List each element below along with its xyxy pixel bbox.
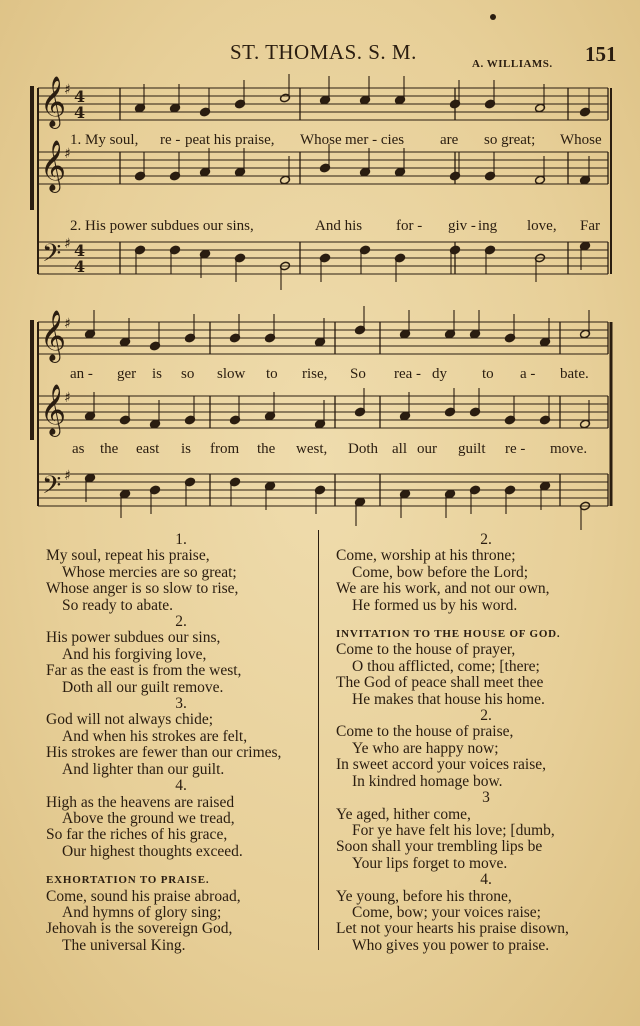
lyric-syllable: ger (117, 366, 137, 382)
verse-line: The God of peace shall meet thee (336, 674, 544, 692)
page-number: 151 (585, 42, 617, 66)
verse-line: And his forgiving love, (62, 645, 207, 663)
lyric-syllable: Whose (560, 132, 602, 148)
lyric-syllable: so great; (484, 132, 536, 148)
verse-line: Far as the east is from the west, (46, 662, 242, 680)
verse-line: Jehovah is the sovereign God, (46, 920, 233, 938)
verse-line: Come, sound his praise abroad, (46, 887, 241, 905)
lyric-syllable: to (482, 366, 494, 382)
verse-line: Come, bow before the Lord; (352, 563, 529, 581)
lyric-syllable: an - (70, 366, 93, 382)
verse-line: Ye aged, hither come, (336, 805, 471, 823)
verse-line: Come, worship at his throne; (336, 547, 516, 565)
verse-line: The universal King. (62, 936, 186, 954)
column-divider (318, 530, 319, 950)
verse-number: 4. (480, 871, 492, 889)
lyric-syllable: are (440, 132, 459, 148)
lyric-syllable: dy (432, 366, 447, 382)
lyric-syllable: the (100, 441, 119, 457)
hymn-title: ST. THOMAS. S. M. (230, 40, 417, 64)
verse-line: And lighter than our guilt. (62, 760, 225, 778)
spacer (46, 860, 316, 870)
lyric-syllable: 1. My soul, (70, 132, 139, 148)
right-text-column (336, 532, 636, 954)
verse-line: And when his strokes are felt, (62, 727, 248, 745)
sharp-sign: ♯ (64, 236, 71, 252)
bass-clef: 𝄢 (42, 471, 62, 506)
lyric-syllable: love, (527, 218, 557, 234)
verse-line: Your lips forget to move. (352, 854, 508, 872)
lyric-syllable: for - (396, 218, 423, 234)
verse-line: Our highest thoughts exceed. (62, 842, 243, 860)
verse-number: 2. (175, 613, 187, 631)
lyric-syllable: re - (505, 441, 526, 457)
bass-clef: 𝄢 (42, 239, 62, 274)
lyric-syllable: Whose (300, 132, 342, 148)
lyric-syllable: And his (315, 218, 363, 234)
lyric-syllable: bate. (560, 366, 589, 382)
verse-line: Whose mercies are so great; (62, 563, 237, 581)
lyric-syllable: rise, (302, 366, 328, 382)
verse-line: High as the heavens are raised (46, 793, 235, 811)
lyric-syllable: guilt (458, 441, 486, 457)
lyric-syllable: Far (580, 218, 600, 234)
verse-number: 3 (482, 789, 490, 807)
verse-line: He makes that house his home. (352, 690, 545, 708)
lyric-syllable: rea - (394, 366, 422, 382)
verse-line: And hymns of glory sing; (62, 903, 222, 921)
treble-clef: 𝄞 (40, 140, 67, 191)
lyric-syllable: So (350, 366, 366, 382)
verse-line: Ye who are happy now; (352, 739, 499, 757)
composer-name: A. WILLIAMS. (472, 58, 553, 70)
section-heading: EXHORTATION TO PRAISE. (46, 874, 210, 887)
treble-clef: 𝄞 (40, 76, 67, 127)
verse-line: He formed us by his word. (352, 596, 518, 614)
verse-line: Come, bow; your voices raise; (352, 903, 541, 921)
lyric-syllable: mer - cies (345, 132, 405, 148)
verse-line: Who gives you power to praise. (352, 936, 550, 954)
verse-line: Soon shall your trembling lips be (336, 838, 543, 856)
lyric-syllable: ing (478, 218, 498, 234)
verse-line: So far the riches of his grace, (46, 826, 228, 844)
verse-line: For ye have felt his love; [dumb, (352, 821, 555, 839)
verse-line: In kindred homage bow. (352, 772, 503, 790)
verse-line: So ready to abate. (62, 596, 174, 614)
verse-line: Come to the house of prayer, (336, 641, 516, 659)
lyric-syllable: east (136, 441, 160, 457)
verse-line: In sweet accord your voices raise, (336, 756, 547, 774)
time-signature-bottom: 4 (74, 103, 86, 122)
lyric-syllable: so (181, 366, 195, 382)
verse-line: Doth all our guilt remove. (62, 678, 224, 696)
lyric-syllable: our (417, 441, 437, 457)
verse-line: Come to the house of praise, (336, 723, 514, 741)
treble-clef: 𝄞 (40, 384, 67, 435)
lyric-syllable: giv - (448, 218, 476, 234)
verse-line: We are his work, and not our own, (336, 580, 550, 598)
time-signature-top: 4 (74, 241, 86, 260)
verse-line: Above the ground we tread, (62, 809, 235, 827)
verse-line: My soul, repeat his praise, (46, 547, 210, 565)
verse-line: His strokes are fewer than our crimes, (46, 744, 282, 762)
lyric-syllable: move. (550, 441, 588, 457)
verse-number: 3. (175, 695, 187, 713)
verse-line: O thou afflicted, come; [there; (352, 657, 540, 675)
lyric-syllable: a - (520, 366, 536, 382)
verse-line: Let not your hearts his praise disown, (336, 920, 569, 938)
lyric-syllable: from (210, 441, 240, 457)
lyric-syllable: Doth (348, 441, 378, 457)
lyric-syllable: slow (217, 366, 246, 382)
spacer (336, 614, 636, 624)
lyric-syllable: 2. His power subdues our sins, (70, 218, 254, 234)
verse-number: 4. (175, 777, 187, 795)
lyric-syllable: as (72, 441, 85, 457)
lyric-syllable: to (266, 366, 278, 382)
lyric-syllable: the (257, 441, 276, 457)
treble-clef: 𝄞 (40, 310, 67, 361)
time-signature-top: 4 (74, 87, 86, 106)
verse-line: God will not always chide; (46, 711, 214, 729)
lyric-syllable: is (181, 441, 192, 457)
sharp-sign: ♯ (64, 82, 71, 98)
verse-line: His power subdues our sins, (46, 629, 221, 647)
sharp-sign: ♯ (64, 390, 71, 406)
lyric-syllable: re - (160, 132, 181, 148)
verse-line: Whose anger is so slow to rise, (46, 580, 239, 598)
verse-number: 2. (480, 707, 492, 725)
lyric-syllable: is (152, 366, 163, 382)
lyric-syllable: peat his praise, (185, 132, 275, 148)
section-heading: INVITATION TO THE HOUSE OF GOD. (336, 628, 561, 641)
verse-number: 1. (175, 531, 187, 548)
left-text-column (46, 532, 316, 954)
sharp-sign: ♯ (64, 146, 71, 162)
time-signature-bottom: 4 (74, 257, 86, 276)
lyric-syllable: all (392, 441, 407, 457)
lyric-syllable: west, (296, 441, 328, 457)
sharp-sign: ♯ (64, 468, 71, 484)
verse-line: Ye young, before his throne, (336, 887, 512, 905)
sharp-sign: ♯ (64, 316, 71, 332)
verse-number: 2. (480, 531, 492, 548)
